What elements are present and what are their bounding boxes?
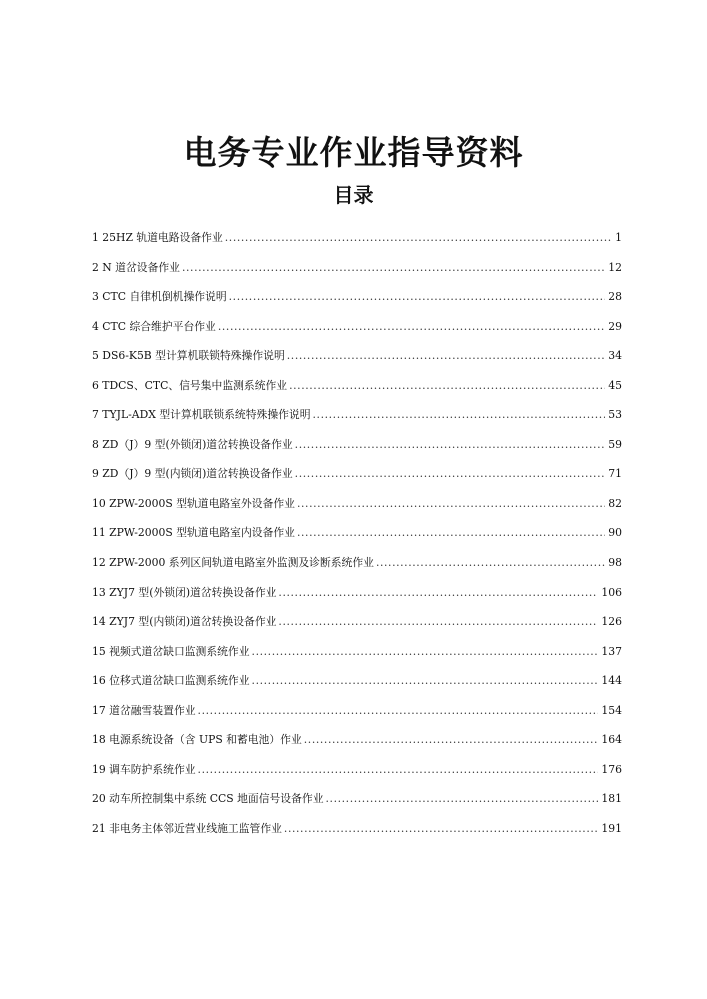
toc-entry[interactable] [92,285,622,315]
toc-leader-dots [287,344,606,368]
toc-entry-page: 29 [608,319,622,333]
toc-entry[interactable] [92,581,622,611]
toc-entry[interactable] [92,492,622,522]
toc-entry-title: 9 ZD（J）9 型(内锁闭)道岔转换设备作业 [92,467,293,481]
toc-entry-title: 13 ZYJ7 型(外锁闭)道岔转换设备作业 [92,585,277,599]
toc-leader-dots [198,699,599,723]
toc-entry-page: 181 [601,792,622,806]
toc-entry[interactable] [92,640,622,670]
toc-entry-title: 2 N 道岔设备作业 [92,260,180,274]
toc-leader-dots [252,640,599,664]
toc-entry[interactable] [92,344,622,374]
toc-entry[interactable] [92,433,622,463]
toc-entry-page: 176 [601,762,622,776]
toc-entry-title: 12 ZPW-2000 系列区间轨道电路室外监测及诊断系统作业 [92,556,374,570]
toc-leader-dots [304,728,599,752]
toc-entry-title: 1 25HZ 轨道电路设备作业 [92,231,223,244]
toc-entry-page: 45 [608,378,622,392]
toc-entry-page: 71 [608,467,622,481]
toc-entry[interactable] [92,403,622,433]
toc-entry-page: 106 [601,585,622,599]
toc-leader-dots [182,256,605,280]
toc-leader-dots [284,817,598,841]
toc-entry-title: 21 非电务主体邻近营业线施工监管作业 [92,821,282,835]
toc-leader-dots [326,787,599,811]
toc-entry-title: 18 电源系统设备（含 UPS 和蓄电池）作业 [92,733,302,747]
toc-entry[interactable] [92,610,622,640]
toc-entry-title: 11 ZPW-2000S 型轨道电路室内设备作业 [92,526,295,540]
toc-entry-page: 126 [601,615,622,629]
toc-entry-title: 4 CTC 综合维护平台作业 [92,319,216,333]
toc-entry-title: 8 ZD（J）9 型(外锁闭)道岔转换设备作业 [92,437,293,451]
toc-entry-page: 154 [601,703,622,717]
toc-entry-page: 164 [601,733,622,747]
toc-entry-title: 14 ZYJ7 型(内锁闭)道岔转换设备作业 [92,615,277,629]
toc-entry[interactable] [92,315,622,345]
toc-entry-page: 98 [608,556,622,570]
toc-entry-page: 12 [608,260,622,274]
toc-entry-page: 137 [601,644,622,658]
toc-leader-dots [229,285,606,309]
toc-leader-dots [295,462,606,486]
toc-entry-title: 5 DS6-K5B 型计算机联锁特殊操作说明 [92,349,285,363]
toc-leader-dots [289,374,605,398]
toc-entry-title: 7 TYJL-ADX 型计算机联锁系统特殊操作说明 [92,408,311,422]
toc-entry-title: 3 CTC 自律机倒机操作说明 [92,290,227,304]
toc-entry-title: 10 ZPW-2000S 型轨道电路室外设备作业 [92,496,295,510]
toc-leader-dots [252,669,599,693]
toc-leader-dots [297,492,605,516]
toc-entry-page: 90 [608,526,622,540]
toc-entry[interactable] [92,226,622,256]
toc-entry-page: 191 [601,821,622,835]
table-of-contents [92,226,622,846]
toc-leader-dots [297,521,605,545]
toc-leader-dots [278,610,598,634]
toc-entry-page: 53 [608,408,622,422]
toc-entry-title: 19 调车防护系统作业 [92,762,196,776]
toc-leader-dots [295,433,606,457]
toc-entry[interactable] [92,669,622,699]
toc-entry-page: 144 [601,674,622,688]
toc-entry-page: 28 [608,290,622,304]
toc-leader-dots [313,403,606,427]
page-title: 电务专业作业指导资料 [183,133,524,172]
toc-entry[interactable] [92,521,622,551]
toc-leader-dots [198,758,599,782]
toc-entry-title: 15 视频式道岔缺口监测系统作业 [92,644,250,658]
toc-entry[interactable] [92,728,622,758]
toc-leader-dots [376,551,605,575]
toc-leader-dots [278,581,598,605]
toc-entry[interactable] [92,758,622,788]
toc-entry[interactable] [92,462,622,492]
toc-entry-title: 17 道岔融雪装置作业 [92,703,196,717]
toc-entry-title: 16 位移式道岔缺口监测系统作业 [92,674,250,688]
toc-entry-page: 59 [608,437,622,451]
toc-entry-page: 82 [608,496,622,510]
toc-entry-title: 6 TDCS、CTC、信号集中监测系统作业 [92,378,288,392]
toc-entry[interactable] [92,374,622,404]
toc-entry[interactable] [92,699,622,729]
toc-entry-page: 1 [615,231,622,244]
toc-entry[interactable] [92,787,622,817]
toc-entry[interactable] [92,256,622,286]
toc-entry[interactable] [92,551,622,581]
toc-entry-title: 20 动车所控制集中系统 CCS 地面信号设备作业 [92,792,324,806]
toc-entry-page: 34 [608,349,622,363]
toc-heading: 目录 [333,183,374,207]
toc-leader-dots [225,226,612,250]
toc-entry[interactable] [92,817,622,847]
toc-leader-dots [218,315,605,339]
